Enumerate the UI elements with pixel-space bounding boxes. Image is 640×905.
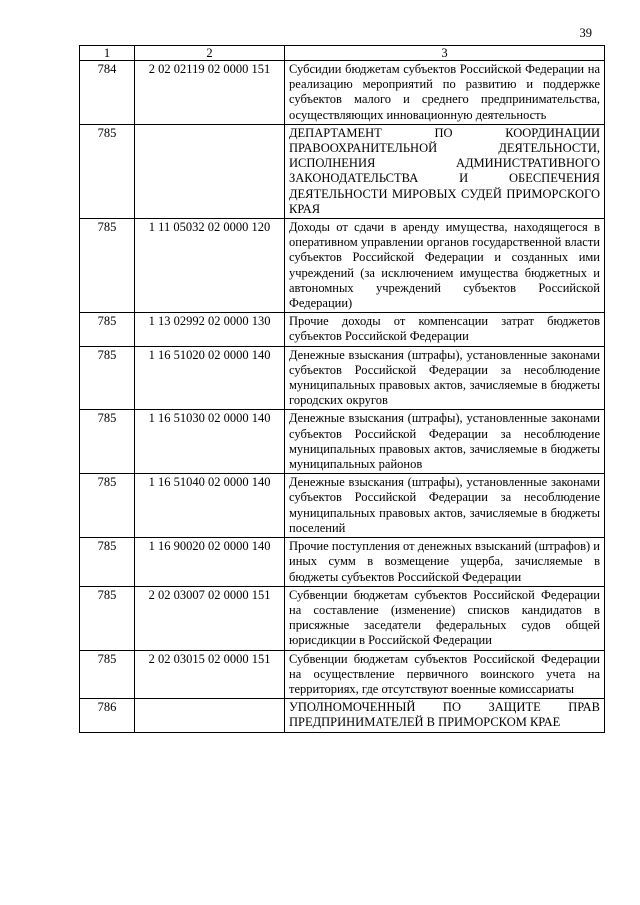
table-row <box>80 538 605 587</box>
income-code-cell <box>135 699 285 732</box>
table-row <box>80 410 605 474</box>
income-code-cell <box>135 124 285 218</box>
admin-code-cell: 786 <box>80 699 135 732</box>
admin-code-cell: 785 <box>80 219 135 313</box>
income-code-cell: 1 16 90020 02 0000 140 <box>135 538 285 587</box>
table-row <box>80 650 605 699</box>
column-header-3: 3 <box>285 46 605 61</box>
income-code-cell: 1 16 51020 02 0000 140 <box>135 346 285 410</box>
admin-code-cell: 785 <box>80 586 135 650</box>
admin-code-cell: 785 <box>80 538 135 587</box>
description-cell: Доходы от сдачи в аренду имущества, находящегося в оперативном управлении органов государственной власти субъектов Российской Федерации и созданных ими учреждений (за исключением имущества бюджетных и автономных учреждений субъектов Российской Федерации) <box>285 219 605 313</box>
description-cell: Денежные взыскания (штрафы), установленные законами субъектов Российской Федерации за несоблюдение муниципальных правовых актов, зачисляемые в бюджеты городских округов <box>285 346 605 410</box>
admin-code-cell: 785 <box>80 650 135 699</box>
income-code-cell: 1 13 02992 02 0000 130 <box>135 313 285 346</box>
column-header-2: 2 <box>135 46 285 61</box>
income-code-cell: 2 02 03007 02 0000 151 <box>135 586 285 650</box>
page-number: 39 <box>579 26 592 40</box>
description-cell: Прочие поступления от денежных взысканий (штрафов) и иных сумм в возмещение ущерба, зачисляемые в бюджеты субъектов Российской Федерации <box>285 538 605 587</box>
department-heading-cell: ДЕПАРТАМЕНТ ПО КООРДИНАЦИИ ПРАВООХРАНИТЕЛЬНОЙ ДЕЯТЕЛЬНОСТИ, ИСПОЛНЕНИЯ АДМИНИСТРАТИВНОГО ЗАКОНОДАТЕЛЬСТВА И ОБЕСПЕЧЕНИЯ ДЕЯТЕЛЬНОСТИ МИРОВЫХ СУДЕЙ ПРИМОРСКОГО КРАЯ <box>285 124 605 218</box>
admin-code-cell: 784 <box>80 61 135 125</box>
income-code-cell: 1 16 51030 02 0000 140 <box>135 410 285 474</box>
admin-code-cell: 785 <box>80 410 135 474</box>
income-code-cell: 1 11 05032 02 0000 120 <box>135 219 285 313</box>
column-header-1: 1 <box>80 46 135 61</box>
admin-code-cell: 785 <box>80 313 135 346</box>
table-row <box>80 219 605 313</box>
income-code-cell: 2 02 03015 02 0000 151 <box>135 650 285 699</box>
table-row <box>80 699 605 732</box>
income-code-cell: 1 16 51040 02 0000 140 <box>135 474 285 538</box>
table-row <box>80 61 605 125</box>
table-row <box>80 586 605 650</box>
description-cell: Денежные взыскания (штрафы), установленные законами субъектов Российской Федерации за несоблюдение муниципальных правовых актов, зачисляемые в бюджеты поселений <box>285 474 605 538</box>
description-cell: Субвенции бюджетам субъектов Российской Федерации на осуществление первичного воинского учета на территориях, где отсутствуют военные комиссариаты <box>285 650 605 699</box>
table-header-row <box>80 46 605 61</box>
description-cell: Прочие доходы от компенсации затрат бюджетов субъектов Российской Федерации <box>285 313 605 346</box>
income-code-cell: 2 02 02119 02 0000 151 <box>135 61 285 125</box>
table-row <box>80 124 605 218</box>
description-cell: Субвенции бюджетам субъектов Российской Федерации на составление (изменение) списков кандидатов в присяжные заседатели федеральных судов общей юрисдикции в Российской Федерации <box>285 586 605 650</box>
admin-code-cell: 785 <box>80 124 135 218</box>
department-heading-cell: УПОЛНОМОЧЕННЫЙ ПО ЗАЩИТЕ ПРАВ ПРЕДПРИНИМАТЕЛЕЙ В ПРИМОРСКОМ КРАЕ <box>285 699 605 732</box>
admin-code-cell: 785 <box>80 474 135 538</box>
table-row <box>80 474 605 538</box>
table-row <box>80 313 605 346</box>
description-cell: Субсидии бюджетам субъектов Российской Федерации на реализацию мероприятий по развитию и поддержке субъектов малого и среднего предпринимательства, осуществляющих инновационную деятельность <box>285 61 605 125</box>
income-codes-table <box>79 45 605 733</box>
admin-code-cell: 785 <box>80 346 135 410</box>
description-cell: Денежные взыскания (штрафы), установленные законами субъектов Российской Федерации за несоблюдение муниципальных правовых актов, зачисляемые в бюджеты муниципальных районов <box>285 410 605 474</box>
table-row <box>80 346 605 410</box>
